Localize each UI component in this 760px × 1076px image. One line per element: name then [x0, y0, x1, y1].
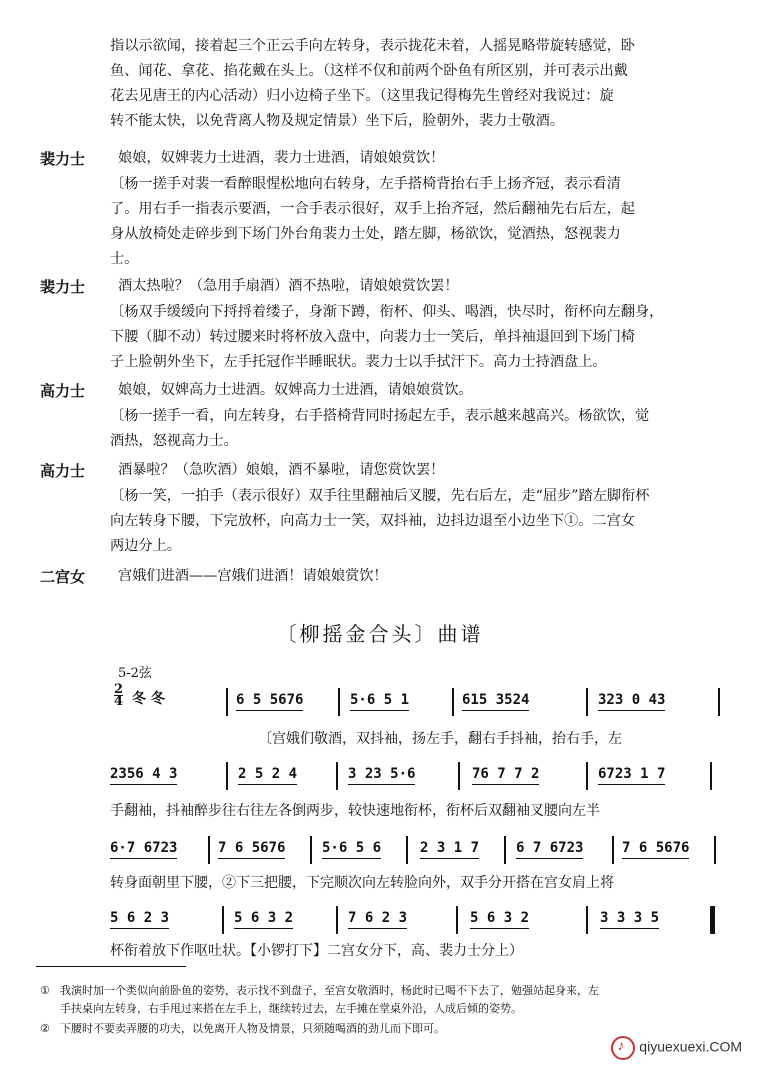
stage-direction: [110, 404, 649, 454]
time-sig-top: 2: [114, 682, 124, 697]
barline: [406, 836, 408, 864]
footnote: [60, 982, 599, 1018]
measure-notes: 5 6 3 2: [234, 910, 294, 926]
measure-notes: 615 3524: [462, 692, 530, 708]
speaker-name: 裴力士: [40, 278, 86, 296]
barline: [504, 836, 506, 864]
text-line: 下腰（脚不动）转过腰来时将杯放入盘中，向裴力士一笑后，单抖袖退回到下场门椅: [110, 329, 635, 345]
text-line: 〔杨一搓手一看，向左转身，右手搭椅背同时扬起左手，表示越来越高兴。杨欲饮，觉: [110, 408, 650, 424]
measure-notes: 7 6 2 3: [348, 910, 408, 926]
text-line: 鱼、闻花、拿花、掐花戴在头上。（这样不仅和前两个卧鱼有所区别，并可表示出戴: [110, 63, 628, 79]
barline: [710, 762, 712, 790]
barline: [718, 688, 720, 716]
text-line: 〔杨一笑，一拍手（表示很好）双手往里翻袖后叉腰，先右后左，走“屈步”踏左脚衔杯: [110, 488, 650, 504]
text-line: 娘娘，奴婢高力士进酒。奴婢高力士进酒，请娘娘赏饮。: [118, 382, 473, 398]
text-line: 两边分上。: [110, 538, 181, 554]
lyric-line: 杯衔着放下作呕吐状。【小锣打下】二宫女分下，高、裴力士分上）: [110, 943, 523, 959]
lyric-line: 手翻袖，抖袖醉步往右往左各倒两步，较快速地衔杯，衔杯后双翻袖叉腰向左半: [110, 803, 600, 819]
text-line: 了。用右手一指表示要酒，一合手表示很好，双手上抬齐冠，然后翻袖先右后左，起: [110, 201, 635, 217]
text-line: 娘娘，奴婢裴力士进酒，裴力士进酒，请娘娘赏饮！: [118, 150, 445, 166]
score-row: [110, 836, 720, 864]
measure-notes: 5·6 5 6: [322, 840, 382, 856]
text-line: 子上脸朝外坐下，左手托冠作半睡眠状。裴力士以手拭汗下。高力士持酒盘上。: [110, 354, 607, 370]
speaker-name: 高力士: [40, 462, 86, 480]
text-line: 酒暴啦？（急吹酒）娘娘，酒不暴啦，请您赏饮罢！: [118, 462, 445, 478]
text-line: 花去见唐王的内心活动）归小边椅子坐下。（这里我记得梅先生曾经对我说过：旋: [110, 88, 614, 104]
measure-notes: 6 5 5676: [236, 692, 304, 708]
score-title: 〔柳摇金合头〕曲谱: [276, 622, 484, 646]
measure-notes: 2 5 2 4: [238, 766, 298, 782]
dialogue-line: [118, 564, 388, 589]
measure-notes: 6·7 6723: [110, 840, 178, 856]
watermark: [611, 1036, 742, 1060]
stage-direction: [110, 172, 635, 272]
barline: [458, 762, 460, 790]
measure-notes: 7 6 5676: [218, 840, 286, 856]
barline: [586, 906, 588, 934]
barline: [226, 688, 228, 716]
watermark-text: qiyuexuexi.COM: [639, 1038, 742, 1055]
barline: [222, 906, 224, 934]
barline: [612, 836, 614, 864]
barline: [226, 762, 228, 790]
measure-notes: 6 7 6723: [516, 840, 584, 856]
speaker-name: 二宫女: [40, 568, 86, 586]
measure-notes: 3 23 5·6: [348, 766, 416, 782]
text-line: 酒太热啦？（急用手扇酒）酒不热啦，请娘娘赏饮罢！: [118, 278, 459, 294]
barline: [310, 836, 312, 864]
measure-notes: 6723 1 7: [598, 766, 666, 782]
footnote: [60, 1020, 445, 1038]
measure-notes: 3 3 3 5: [600, 910, 660, 926]
measure-notes: 2 3 1 7: [420, 840, 480, 856]
measure-notes: 5 6 3 2: [470, 910, 530, 926]
score-row: [226, 688, 726, 716]
footnote-line: 手扶桌向左转身，右手甩过来搭在左手上，继续转过去，左手摊在堂桌外沿，人成后倾的姿势。: [60, 1002, 522, 1015]
measure-notes: 5·6 5 1: [350, 692, 410, 708]
text-line: 〔杨一搓手对裴一看醉眼惺松地向右转身，左手搭椅背抬右手上扬齐冠，表示看清: [110, 176, 621, 192]
stage-direction: [110, 484, 649, 559]
barline: [714, 836, 716, 864]
measure-notes: 5 6 2 3: [110, 910, 170, 926]
barline: [336, 762, 338, 790]
footnote-rule: [36, 966, 186, 967]
barline: [586, 688, 588, 716]
barline: [586, 762, 588, 790]
intro-drum: 冬 冬: [132, 691, 165, 707]
measure-notes: 2356 4 3: [110, 766, 178, 782]
text-line: 指以示欲闻，接着起三个正云手向左转身，表示拢花未着，人摇晃略带旋转感觉，卧: [110, 38, 635, 54]
lyric-line: 转身面朝里下腰，②下三把腰，下完顺次向左转脸向外，双手分开搭在宫女肩上将: [110, 875, 614, 891]
final-barline: [710, 906, 715, 934]
text-line: 〔杨双手缓缓向下捋捋着缕子，身渐下蹲，衔杯、仰头、喝酒，快尽时，衔杯向左翻身，: [110, 304, 664, 320]
text-line: 向左转身下腰，下完放杯，向高力士一笑，双抖袖，边抖边退至小边坐下①。二宫女: [110, 513, 635, 529]
dialogue-line: [118, 458, 444, 483]
dialogue-line: [118, 274, 459, 299]
dialogue-line: [118, 378, 473, 403]
text-line: 身从放椅处走碎步到下场门外台角裴力士处，踏左脚，杨欲饮，觉酒热，怒视裴力: [110, 226, 621, 242]
lyric-line: 〔宫娥们敬酒，双抖袖，扬左手，翻右手抖袖，抬右手，左: [258, 731, 622, 747]
text-line: 士。: [110, 251, 139, 267]
music-note-icon: [611, 1036, 635, 1060]
speaker-name: 裴力士: [40, 150, 86, 168]
dialogue-line: [118, 146, 444, 171]
score-row: [110, 906, 720, 934]
footnote-line: 我演时加一个类似向前卧鱼的姿势，表示找不到盘子，至宫女敬酒时，杨此时已喝不下去了，勉强站起身来，左: [60, 984, 599, 997]
measure-notes: 323 0 43: [598, 692, 666, 708]
footnote-mark: ②: [40, 1022, 50, 1035]
score-row: [110, 762, 720, 790]
text-line: 酒热，怒视高力士。: [110, 433, 238, 449]
footnote-mark: ①: [40, 984, 50, 997]
text-line: 转不能太快，以免背离人物及规定情景）坐下后，脸朝外，裴力士敬酒。: [110, 113, 565, 129]
key-signature: 5-2弦: [118, 666, 152, 681]
time-signature: [114, 684, 123, 707]
barline: [208, 836, 210, 864]
barline: [452, 688, 454, 716]
opening-paragraph: [110, 34, 635, 134]
barline: [336, 906, 338, 934]
barline: [456, 906, 458, 934]
speaker-name: 高力士: [40, 382, 86, 400]
measure-notes: 76 7 7 2: [472, 766, 540, 782]
measure-notes: 7 6 5676: [622, 840, 690, 856]
barline: [338, 688, 340, 716]
footnote-line: 下腰时不要卖弄腰的功夫，以免离开人物及情景，只须随喝酒的劲儿而下即可。: [60, 1022, 445, 1035]
time-sig-bottom: 4: [114, 694, 124, 709]
stage-direction: [110, 300, 663, 375]
text-line: 宫娥们进酒——宫娥们进酒！请娘娘赏饮！: [118, 568, 388, 584]
